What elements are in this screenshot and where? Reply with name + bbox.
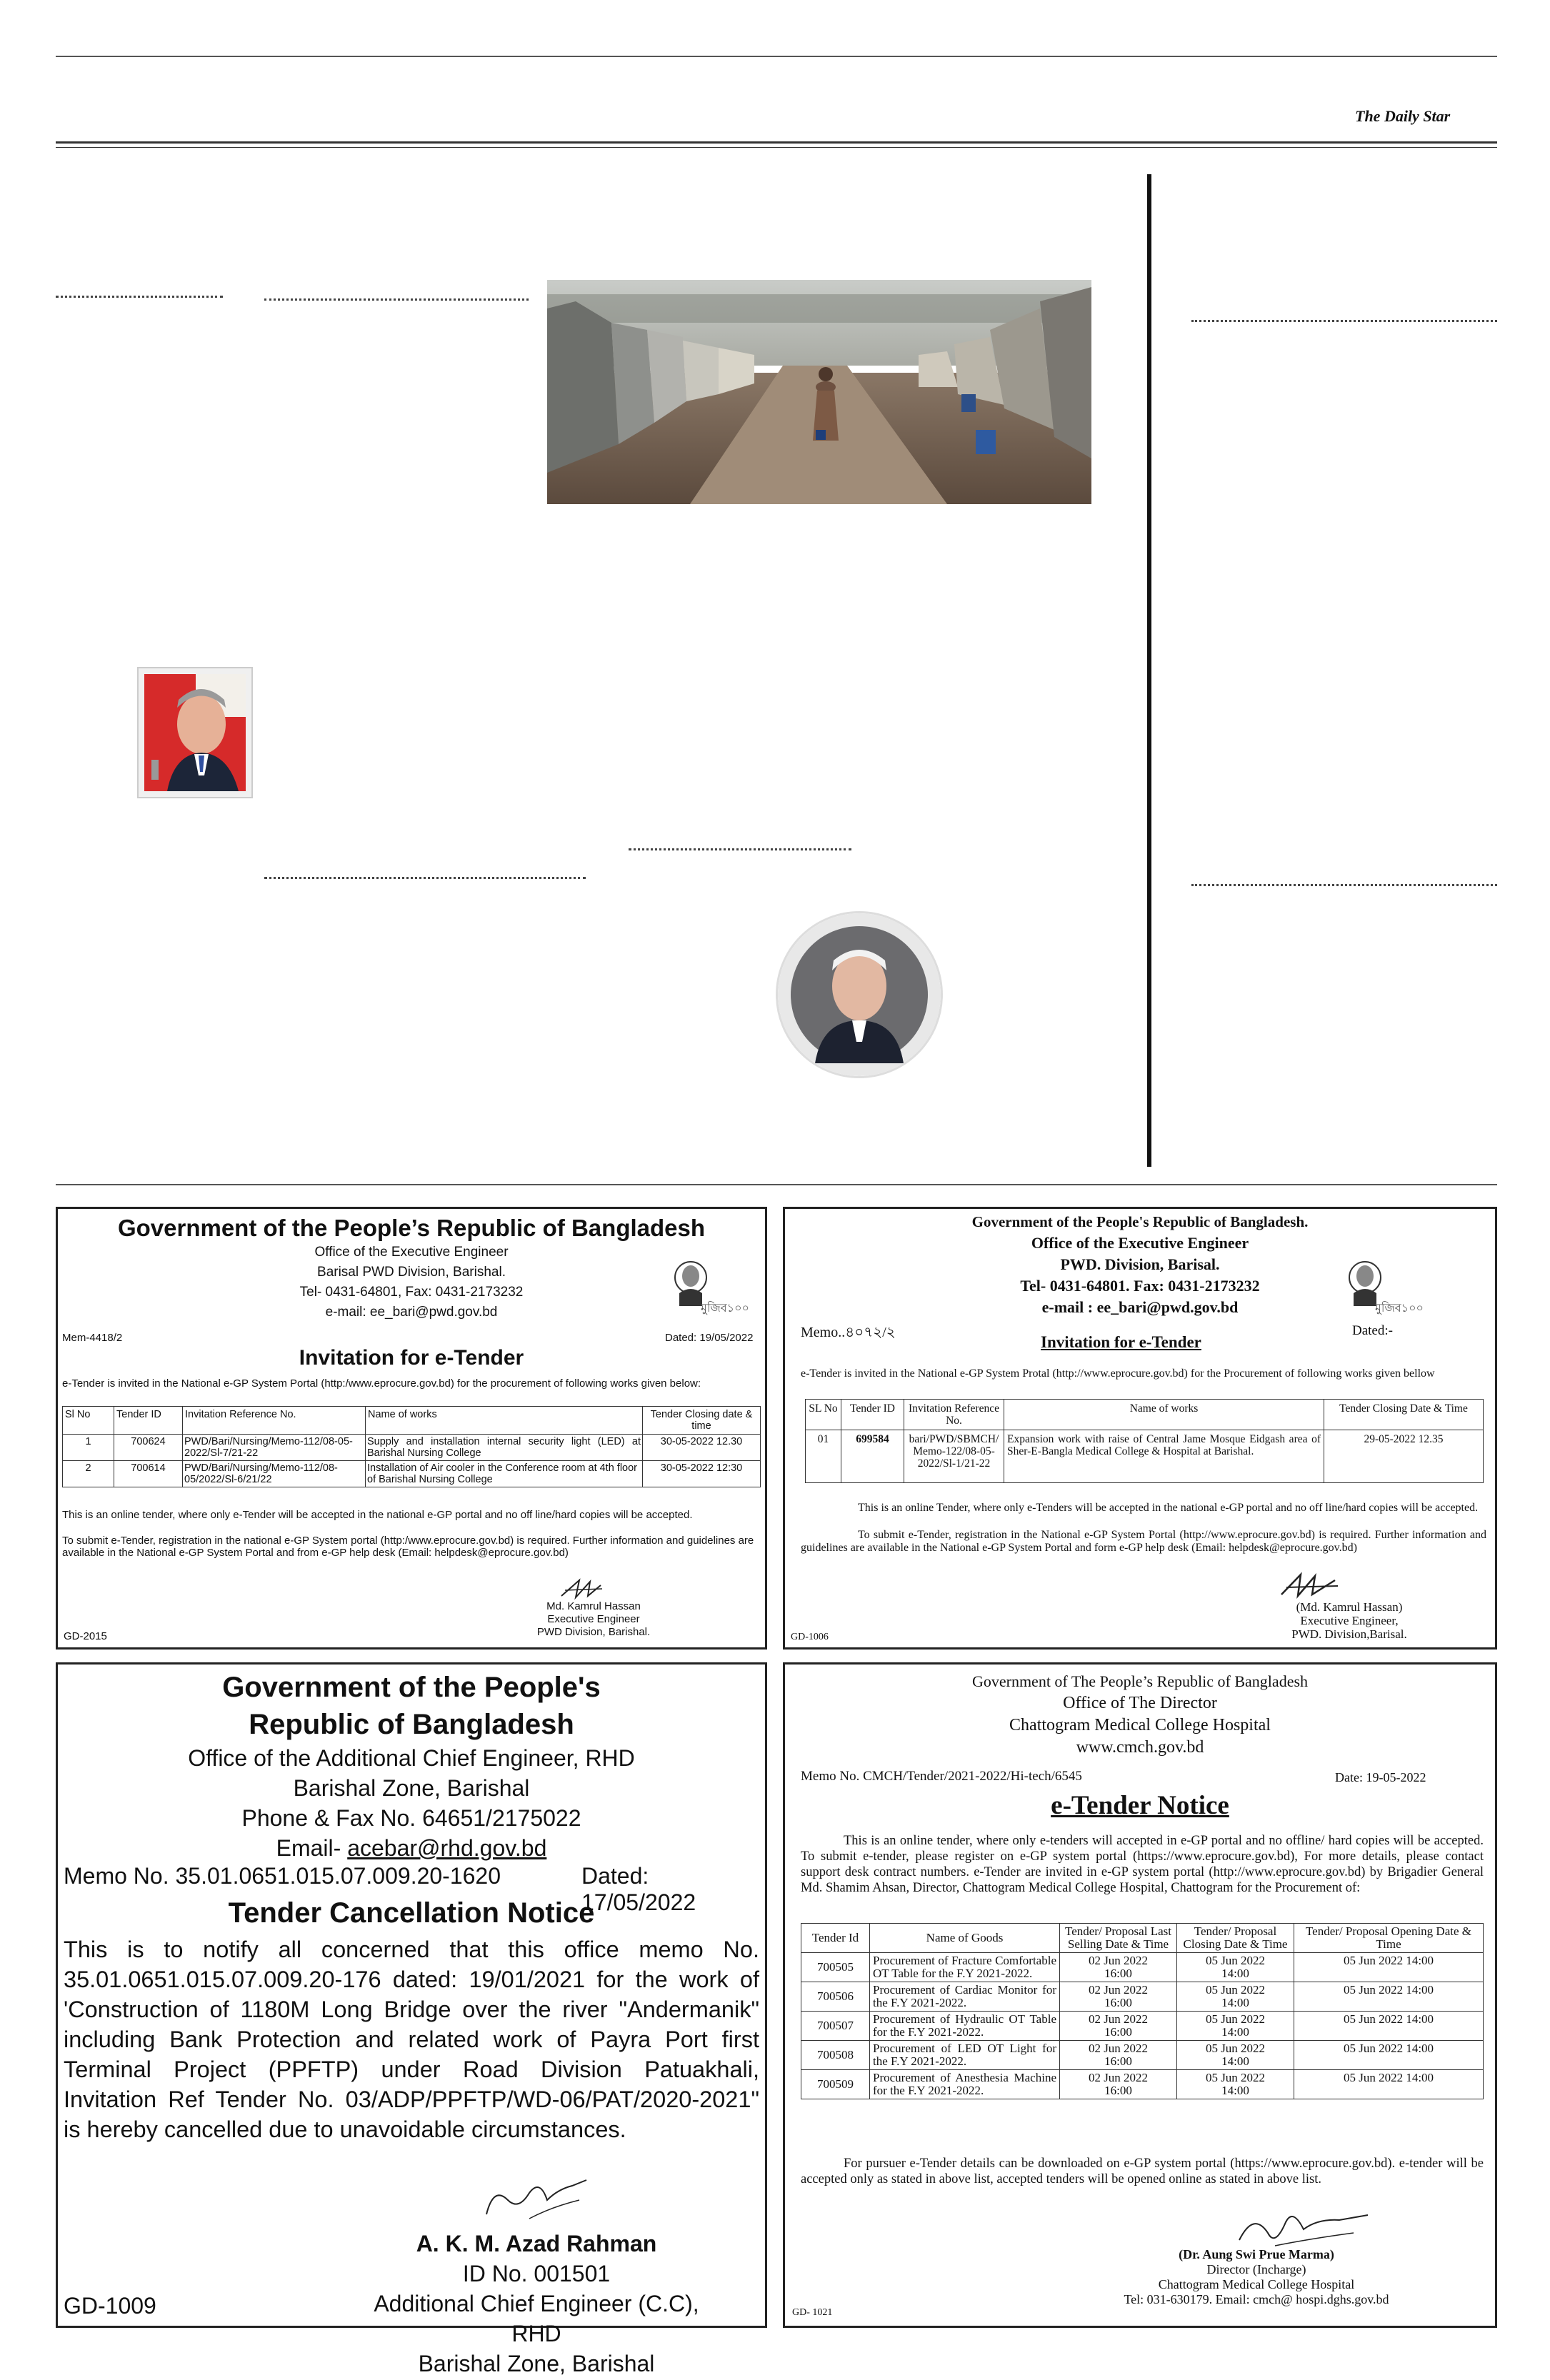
cell: 30-05-2022 12:30 [643, 1461, 761, 1487]
cell: 05 Jun 2022 14:00 [1177, 2070, 1294, 2099]
col-header: Tender Closing date & time [643, 1407, 761, 1435]
signatory-id: ID No. 001501 [462, 2261, 611, 2286]
ad-intro: e-Tender is invited in the National e-GP System Portal (http:/www.eprocure.gov.bd) for the procurement of following works given below: [62, 1377, 701, 1390]
cell: 30-05-2022 12.30 [643, 1435, 761, 1461]
cell: 700509 [801, 2070, 870, 2099]
signatory-name: Md. Kamrul Hassan [546, 1600, 641, 1612]
ad-title: Tender Cancellation Notice [228, 1897, 595, 1929]
table-header-row [801, 1924, 1484, 1953]
cell: Installation of Air cooler in the Conference room at 4th floor of Barishal Nursing College [366, 1461, 643, 1487]
cell: 700506 [801, 1982, 870, 2012]
ad-body: This is to notify all concerned that this office memo No. 35.01.0651.015.07.009.20-176 dated: 19/01/2021 for the work of 'Construction of 1180M Long Bridge over the river "Andermanik" including Bank Protection and related work of Payra Port first Terminal Project (PPFTP) under Road Division Patuakhali, Invitation Ref Tender No. 03/ADP/PPFTP/WD-06/PAT/2020-2021" is hereby cancelled due to unavoidable circumstances. [64, 1937, 759, 2142]
ad-phone: Phone & Fax No. 64651/2175022 [241, 1805, 581, 1831]
signatory-title: Executive Engineer [547, 1613, 640, 1625]
cell: 700508 [801, 2041, 870, 2070]
separator [264, 298, 529, 301]
ad-intro: e-Tender is invited in the National e-GP System Protal (http://www.eprocure.gov.bd) for the Procurement of following works given bellow [801, 1367, 1435, 1380]
ad-dated: Dated:- [1352, 1323, 1393, 1338]
col-header: Invitation Reference No. [904, 1400, 1004, 1430]
mujib-emblem-icon [1338, 1249, 1424, 1320]
ad-government-title: Government of The People’s Republic of Bangladesh [971, 1672, 1309, 1690]
signatory-contact: Tel: 031-630179. Email: cmch@ hospi.dghs.gov.bd [1124, 2292, 1389, 2306]
table-row [801, 1953, 1484, 1982]
separator [264, 877, 586, 879]
cell: PWD/Bari/Nursing/Memo-112/08-05-2022/Sl-7/21-22 [183, 1435, 366, 1461]
table-row [801, 1982, 1484, 2012]
separator [1191, 320, 1497, 322]
ad-office: Office of the Executive Engineer [1031, 1234, 1249, 1252]
cell: 02 Jun 2022 16:00 [1060, 1953, 1177, 1982]
ad-email-label: Email- [276, 1835, 348, 1861]
cell: 05 Jun 2022 14:00 [1177, 2012, 1294, 2041]
table-row [63, 1461, 761, 1487]
cell: 700505 [801, 1953, 870, 1982]
cell: 700614 [114, 1461, 183, 1487]
ad-government-title: Government of the People’s Republic of Bangladesh [117, 1215, 706, 1241]
ad-dated: Dated: 19/05/2022 [665, 1332, 754, 1344]
cell: Expansion work with raise of Central Jame Mosque Eidgash area of Sher-E-Bangla Medical College & Hospital at Barishal. [1004, 1430, 1324, 1483]
signatory-name: (Md. Kamrul Hassan) [1296, 1600, 1403, 1614]
signatory-name: A. K. M. Azad Rahman [416, 2231, 657, 2256]
cell: 02 Jun 2022 16:00 [1060, 2070, 1177, 2099]
ad-office: Office of the Additional Chief Engineer, RHD [188, 1745, 635, 1771]
col-header: Name of works [366, 1407, 643, 1435]
ad-note: This is an online tender, where only e-Tender will be accepted in the national e-GP portal and no off line/hard copies will be accepted. [62, 1509, 693, 1521]
ads-top-rule [56, 1184, 1497, 1185]
cell: 01 [806, 1430, 841, 1483]
ad-intro: This is an online tender, where only e-tenders will accepted in e-GP portal and no offline/ hard copies will be accepted. To submit e-tender, please register on e-GP system portal (https://www.eprocure.gov.bd), For more details, please contact support desk contract numbers. e-Tender are invited in e-GP system portal (http://www.eprocure.gov.bd) by Brigadier General Md. Shamim Ahsan, Director, Chattogram Medical College Hospital, Chattogram for the Procurement of: [801, 1834, 1484, 1895]
ad-website: www.cmch.gov.bd [1076, 1738, 1204, 1757]
cell: 02 Jun 2022 16:00 [1060, 1982, 1177, 2012]
col-header: Name of works [1004, 1400, 1324, 1430]
header-rule-2 [56, 147, 1497, 148]
col-header: SL No [806, 1400, 841, 1430]
table-row [801, 2070, 1484, 2099]
svg-text:মুজিব১০০: মুজিব১০০ [1375, 1302, 1424, 1315]
ad-government-title: Government of the People's [222, 1672, 601, 1703]
ad-division: Barisal PWD Division, Barishal. [317, 1265, 506, 1280]
tender-table [805, 1399, 1484, 1483]
signatory-title: Director (Incharge) [1206, 2262, 1306, 2276]
signatory-name: (Dr. Aung Swi Prue Marma) [1179, 2247, 1334, 2261]
cell: 1 [63, 1435, 114, 1461]
cell: Supply and installation internal security light (LED) at Barishal Nursing College [366, 1435, 643, 1461]
ad-government-title: Government of the People's Republic of Bangladesh. [971, 1213, 1309, 1230]
column-divider [1147, 174, 1151, 1167]
tender-table [801, 1923, 1484, 2099]
table-row [801, 2041, 1484, 2070]
cell: 29-05-2022 12.35 [1324, 1430, 1484, 1483]
ad-code: GD-2015 [64, 1630, 107, 1642]
portrait-photo [137, 667, 253, 798]
col-header: Tender Id [801, 1924, 870, 1953]
separator [56, 296, 223, 298]
portrait-photo-circle [776, 911, 943, 1078]
col-header: Tender ID [114, 1407, 183, 1435]
cell: Procurement of Fracture Comfortable OT Table for the F.Y 2021-2022. [870, 1953, 1060, 1982]
cell: 05 Jun 2022 14:00 [1294, 2041, 1484, 2070]
cell: 02 Jun 2022 16:00 [1060, 2012, 1177, 2041]
cell: 699584 [841, 1430, 904, 1483]
col-header: Tender Closing Date & Time [1324, 1400, 1484, 1430]
signatory-title: Additional Chief Engineer (C.C), RHD [374, 2291, 699, 2346]
ad-office: Office of the Executive Engineer [314, 1245, 509, 1260]
col-header: Name of Goods [870, 1924, 1060, 1953]
signatory-office: Chattogram Medical College Hospital [1158, 2277, 1355, 2291]
cell: 05 Jun 2022 14:00 [1294, 1982, 1484, 2012]
ad-division: PWD. Division, Barisal. [1060, 1255, 1220, 1273]
masthead: The Daily Star [1355, 107, 1451, 125]
signatory-office: Barishal Zone, Barishal [418, 2351, 655, 2376]
ad-memo: Memo No. 35.01.0651.015.07.009.20-1620 [64, 1863, 501, 1889]
table-row [63, 1435, 761, 1461]
cell: PWD/Bari/Nursing/Memo-112/08-05/2022/Sl-6/21/22 [183, 1461, 366, 1487]
table-row [806, 1430, 1484, 1483]
ad-office: Office of The Director [1063, 1694, 1217, 1712]
mujib-emblem-icon [664, 1249, 749, 1320]
ad-title: e-Tender Notice [1051, 1791, 1229, 1820]
table-row [801, 2012, 1484, 2041]
col-header: Tender/ Proposal Last Selling Date & Time [1060, 1924, 1177, 1953]
cell: 700624 [114, 1435, 183, 1461]
ad-note: To submit e-Tender, registration in the national e-GP System portal (http:/www.eprocure.gov.bd) is required. Further information and guidelines are available in the National e-GP System Portal and from e-GP help desk (Email: helpdesk@eprocure.gov.bd) [62, 1535, 754, 1559]
ad-email: acebar@rhd.gov.bd [347, 1835, 547, 1861]
signature-icon [479, 2171, 594, 2229]
tender-table [62, 1406, 761, 1487]
signature-icon [558, 1575, 608, 1603]
ad-email: e-mail : ee_bari@pwd.gov.bd [1041, 1298, 1239, 1316]
ad-code: GD-1009 [64, 2293, 156, 2319]
ad-memo: Memo..৪০৭২/২ [801, 1325, 896, 1340]
ad-footer: For pursuer e-Tender details can be downloaded on e-GP system portal (https://www.eprocure.gov.bd). e-tender will be accepted only as stated in above list, accepted tenders will be opened online as stated in above list. [801, 2156, 1484, 2186]
table-header-row [806, 1400, 1484, 1430]
cell: Procurement of LED OT Light for the F.Y 2021-2022. [870, 2041, 1060, 2070]
ad-dated: Dated: 17/05/2022 [581, 1863, 696, 1915]
tender-ad-pwd-barisal-mosque [783, 1207, 1497, 1650]
ad-tel: Tel- 0431-64801, Fax: 0431-2173232 [299, 1285, 524, 1300]
ad-title: Invitation for e-Tender [299, 1346, 524, 1370]
ad-dated: Date: 19-05-2022 [1335, 1770, 1426, 1784]
separator [629, 848, 851, 850]
separator [1191, 884, 1497, 886]
ad-memo: Mem-4418/2 [62, 1332, 123, 1344]
signatory-office: PWD. Division,Barisal. [1291, 1627, 1407, 1641]
ad-code: GD-1006 [791, 1632, 829, 1642]
col-header: Sl No [63, 1407, 114, 1435]
header-rule [56, 141, 1497, 144]
tender-ad-pwd-barishal [56, 1207, 767, 1650]
signatory-title: Executive Engineer, [1300, 1614, 1399, 1627]
signature-icon [1278, 1570, 1342, 1602]
top-rule [56, 56, 1497, 57]
col-header: Tender/ Proposal Opening Date & Time [1294, 1924, 1484, 1953]
cell: 05 Jun 2022 14:00 [1177, 1982, 1294, 2012]
svg-text:মুজিব১০০: মুজিব১০০ [701, 1302, 749, 1315]
cell: 700507 [801, 2012, 870, 2041]
col-header: Tender ID [841, 1400, 904, 1430]
cell: 05 Jun 2022 14:00 [1294, 2012, 1484, 2041]
cell: 2 [63, 1461, 114, 1487]
ad-hospital: Chattogram Medical College Hospital [1009, 1716, 1271, 1734]
ad-note: To submit e-Tender, registration in the National e-GP System Portal (http://www.eprocure.gov.bd) is required. Further information and guidelines are available in the National e-GP System Portal and form e-GP help desk (Email: helpdesk@eprocure.gov.bd) [801, 1529, 1486, 1554]
ad-note: This is an online Tender, where only e-Tenders will be accepted in the national e-GP portal and no off line/hard copies will be accepted. [858, 1502, 1479, 1514]
tender-cancellation-ad-rhd [56, 1662, 767, 2376]
cell: Procurement of Hydraulic OT Table for the F.Y 2021-2022. [870, 2012, 1060, 2041]
cell: 05 Jun 2022 14:00 [1294, 2070, 1484, 2099]
cell: 05 Jun 2022 14:00 [1177, 2041, 1294, 2070]
col-header: Tender/ Proposal Closing Date & Time [1177, 1924, 1294, 1953]
camp-photo [547, 280, 1091, 504]
ad-tel: Tel- 0431-64801. Fax: 0431-2173232 [1020, 1277, 1260, 1295]
ad-government-title-2: Republic of Bangladesh [249, 1709, 574, 1740]
cell: bari/PWD/SBMCH/ Memo-122/08-05-2022/Sl-1/21-22 [904, 1430, 1004, 1483]
signatory-office: PWD Division, Barishal. [536, 1626, 651, 1638]
cell: Procurement of Anesthesia Machine for the F.Y 2021-2022. [870, 2070, 1060, 2099]
ad-code: GD- 1021 [792, 2307, 833, 2318]
cell: 02 Jun 2022 16:00 [1060, 2041, 1177, 2070]
col-header: Invitation Reference No. [183, 1407, 366, 1435]
cell: Procurement of Cardiac Monitor for the F.Y 2021-2022. [870, 1982, 1060, 2012]
cell: 05 Jun 2022 14:00 [1177, 1953, 1294, 1982]
tender-ad-cmch [783, 1662, 1497, 2328]
ad-memo: Memo No. CMCH/Tender/2021-2022/Hi-tech/6545 [801, 1769, 1082, 1784]
ad-zone: Barishal Zone, Barishal [293, 1775, 530, 1801]
ad-email: e-mail: ee_bari@pwd.gov.bd [325, 1305, 498, 1320]
ad-title: Invitation for e-Tender [1041, 1333, 1201, 1351]
cell: 05 Jun 2022 14:00 [1294, 1953, 1484, 1982]
table-header-row [63, 1407, 761, 1435]
